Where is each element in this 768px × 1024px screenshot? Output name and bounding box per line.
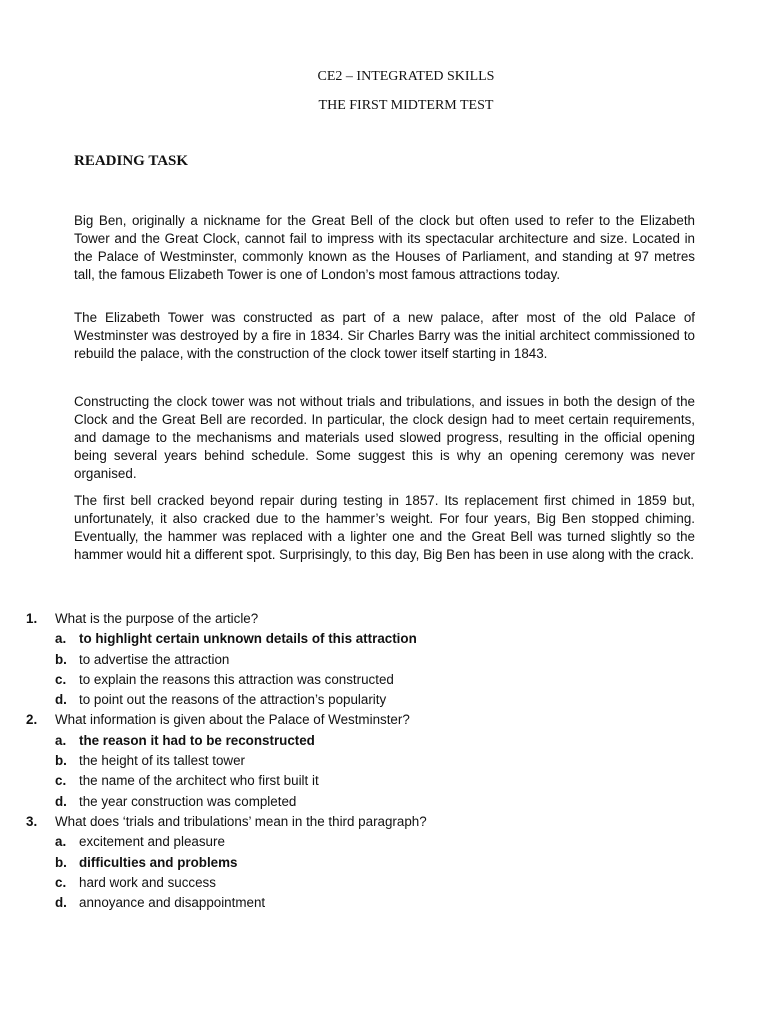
option-text: to explain the reasons this attraction was constructed: [79, 671, 394, 687]
question-number: 3.: [26, 813, 38, 829]
passage-paragraph-4: [74, 492, 695, 564]
option-letter: d.: [55, 793, 67, 809]
option-text: hard work and success: [79, 874, 216, 890]
document-course-title: CE2 – INTEGRATED SKILLS: [317, 69, 495, 84]
option-letter: a.: [55, 834, 67, 850]
question-3-option-c: [0, 873, 768, 893]
question-number: 2.: [26, 712, 38, 728]
option-text: to point out the reasons of the attraction’s popularity: [79, 692, 387, 708]
question-1-option-b: [0, 650, 768, 670]
question-3-option-a: [0, 832, 768, 852]
question-1-option-c: [0, 670, 768, 690]
question-number: 1.: [26, 611, 38, 626]
option-letter: b.: [55, 854, 67, 870]
question-text: What is the purpose of the article?: [55, 611, 259, 626]
passage-paragraph-1: [74, 212, 695, 284]
option-letter: b.: [55, 651, 67, 667]
option-letter: c.: [55, 671, 67, 687]
question-2: [0, 710, 768, 730]
option-letter: c.: [55, 874, 67, 890]
question-2-option-a: [0, 731, 768, 751]
question-2-option-d: [0, 792, 768, 812]
passage-paragraph-2: [74, 309, 695, 363]
paragraph-text: The first bell cracked beyond repair during testing in 1857. Its replacement first chimed in 1859 but, unfortunately, it also cracked due to the hammer’s weight. For four years, Big Ben stopped chiming. Eventually, the hammer was replaced with a lighter one and the Great Bell was turned slightly so the hammer would hit a different spot. Surprisingly, to this day, Big Ben has been in use along with the crack.: [74, 493, 695, 562]
option-text: excitement and pleasure: [79, 834, 225, 850]
option-letter: a.: [55, 631, 67, 647]
option-text: difficulties and problems: [79, 854, 238, 870]
passage-paragraph-3: [74, 393, 695, 483]
option-text: the reason it had to be reconstructed: [79, 732, 315, 748]
option-text: the year construction was completed: [79, 793, 297, 809]
option-letter: d.: [55, 692, 67, 708]
option-letter: b.: [55, 753, 67, 769]
option-text: to advertise the attraction: [79, 651, 230, 667]
paragraph-text: The Elizabeth Tower was constructed as part of a new palace, after most of the old Palace of Westminster was destroyed by a fire in 1834. Sir Charles Barry was the initial architect commissioned to rebuild the palace, with the construction of the clock tower itself starting in 1843.: [74, 310, 695, 361]
question-1-option-a: [0, 629, 768, 649]
reading-task-heading: READING TASK: [74, 153, 189, 169]
option-text: the name of the architect who first built it: [79, 773, 319, 789]
question-text: What information is given about the Palace of Westminster?: [55, 712, 410, 728]
option-letter: d.: [55, 895, 67, 911]
question-2-option-c: [0, 771, 768, 791]
question-1: [0, 609, 768, 629]
option-text: annoyance and disappointment: [79, 895, 266, 911]
paragraph-text: Big Ben, originally a nickname for the Great Bell of the clock but often used to refer to the Elizabeth Tower and the Great Clock, cannot fail to impress with its spectacular architecture and size. Located in the Palace of Westminster, commonly known as the Houses of Parliament, and standing at 97 metres tall, the famous Elizabeth Tower is one of London’s most famous attractions today.: [74, 213, 695, 282]
question-3: [0, 812, 768, 832]
option-text: to highlight certain unknown details of this attraction: [79, 631, 417, 647]
document-test-title: THE FIRST MIDTERM TEST: [318, 98, 494, 113]
question-3-option-b: [0, 853, 768, 873]
question-text: What does ‘trials and tribulations’ mean in the third paragraph?: [55, 813, 427, 829]
question-list: [0, 609, 768, 913]
option-letter: c.: [55, 773, 67, 789]
question-1-option-d: [0, 690, 768, 710]
option-letter: a.: [55, 732, 67, 748]
question-3-option-d: [0, 893, 768, 913]
option-text: the height of its tallest tower: [79, 753, 245, 769]
paragraph-text: Constructing the clock tower was not without trials and tribulations, and issues in both the design of the Clock and the Great Bell are recorded. In particular, the clock design had to meet certain requirements, and damage to the mechanisms and materials used slowed progress, resulting in the official opening being several years behind schedule. Some suggest this is why an opening ceremony was never organised.: [74, 394, 695, 481]
question-2-option-b: [0, 751, 768, 771]
